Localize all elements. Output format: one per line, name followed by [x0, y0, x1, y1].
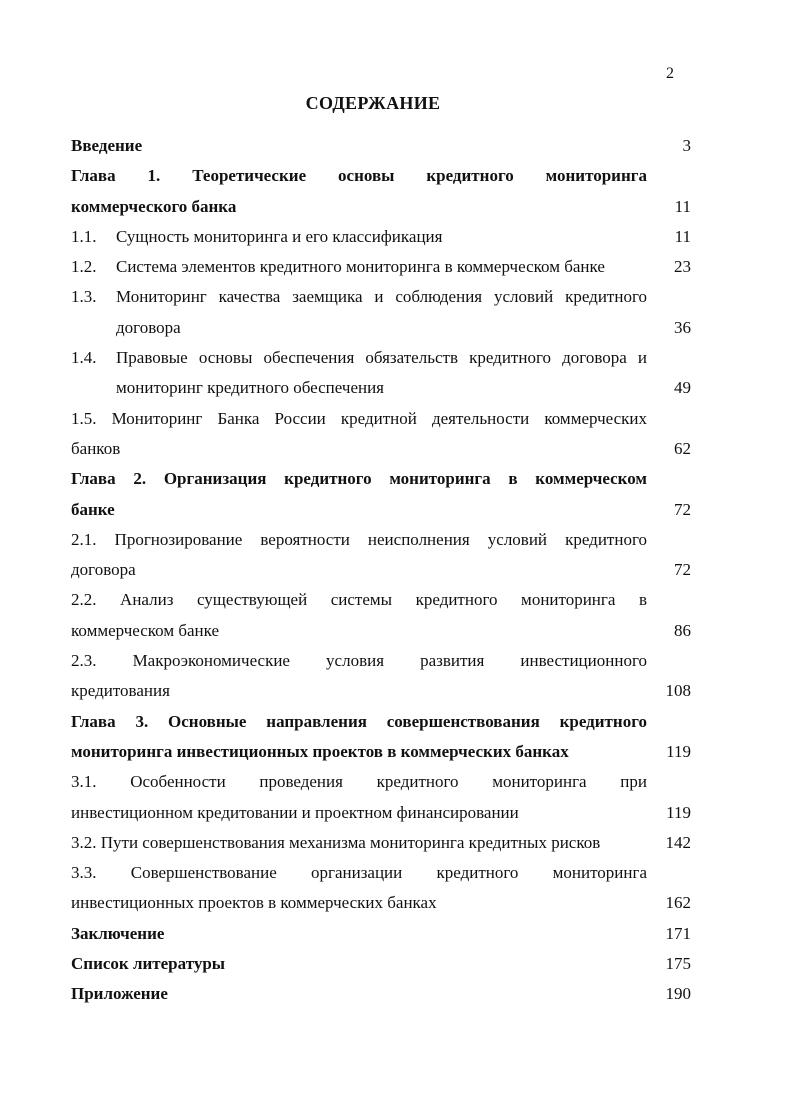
toc-entry[interactable]	[71, 343, 691, 404]
toc-line	[71, 676, 691, 706]
toc-page-number: 162	[665, 893, 691, 913]
toc-entry-text: Правовые основы обеспечения обязательств кредитного договора и	[116, 348, 647, 368]
toc-line	[71, 525, 691, 555]
toc-line	[71, 707, 691, 737]
toc-line	[71, 373, 691, 403]
toc-entry[interactable]	[71, 282, 691, 343]
toc-line	[71, 979, 691, 1009]
toc-entry-text: банков	[71, 438, 121, 458]
toc-line	[71, 555, 691, 585]
toc-entry-text: Приложение	[71, 984, 168, 1004]
toc-line	[71, 495, 691, 525]
toc-entry-text: инвестиционном кредитовании и проектном финансировании	[71, 802, 519, 822]
toc-entry-text: инвестиционных проектов в коммерческих банках	[71, 893, 437, 913]
toc-entry-text: Мониторинг качества заемщика и соблюдения условий кредитного	[116, 287, 647, 307]
toc-line	[71, 131, 691, 161]
toc-entry[interactable]	[71, 949, 691, 979]
toc-entry-text: мониторинга инвестиционных проектов в коммерческих банках	[71, 741, 569, 761]
page-number: 2	[666, 65, 674, 82]
toc-line	[71, 616, 691, 646]
toc-entry[interactable]	[71, 646, 691, 707]
toc-line	[71, 464, 691, 494]
toc-entry-text: банке	[71, 499, 115, 519]
toc-entry[interactable]	[71, 585, 691, 646]
toc-entry[interactable]	[71, 858, 691, 919]
toc-entry-text: Глава 2. Организация кредитного мониторинга в коммерческом	[71, 469, 647, 489]
toc-page-number: 72	[674, 560, 691, 580]
toc-section-number: 1.4.	[71, 348, 97, 368]
toc-entry-text: мониторинг кредитного обеспечения	[116, 378, 384, 398]
toc-section-number: 1.2.	[71, 257, 97, 277]
toc-page-number: 86	[674, 620, 691, 640]
toc-line	[71, 252, 691, 282]
toc-page-number: 175	[665, 954, 691, 974]
toc-entry[interactable]	[71, 222, 691, 252]
toc-line	[71, 828, 691, 858]
toc-entry[interactable]	[71, 919, 691, 949]
toc-entry-text: договора	[71, 560, 136, 580]
page-title: СОДЕРЖАНИЕ	[305, 93, 441, 113]
toc-entry-text: 3.2. Пути совершенствования механизма мониторинга кредитных рисков	[71, 832, 601, 852]
toc-page-number: 190	[665, 984, 691, 1004]
toc-line	[71, 646, 691, 676]
toc-page-number: 171	[665, 923, 691, 943]
toc-entry-text: коммерческого банка	[71, 196, 237, 216]
toc-line	[71, 949, 691, 979]
toc-page-number: 108	[665, 681, 691, 701]
toc-entry[interactable]	[71, 767, 691, 828]
toc-entry-text: кредитования	[71, 681, 170, 701]
toc-line	[71, 798, 691, 828]
toc-line	[71, 343, 691, 373]
toc-entry-text: 2.2. Анализ существующей системы кредитного мониторинга в	[71, 590, 647, 610]
toc-entry-text: Введение	[71, 136, 143, 155]
toc-page-number: 36	[674, 317, 691, 337]
toc-entry-text: Глава 3. Основные направления совершенствования кредитного	[71, 711, 647, 731]
toc-entry-text: коммерческом банке	[71, 620, 220, 640]
toc-entry-text: 1.5. Мониторинг Банка России кредитной деятельности коммерческих	[71, 408, 647, 428]
toc-section-number: 1.3.	[71, 287, 97, 307]
toc-line	[71, 313, 691, 343]
toc-entry-text: Система элементов кредитного мониторинга в коммерческом банке	[116, 257, 605, 277]
toc-entry-text: Список литературы	[71, 954, 226, 974]
toc-entry[interactable]	[71, 131, 691, 161]
toc-line	[71, 282, 691, 312]
toc-entry[interactable]	[71, 828, 691, 858]
toc-page-number: 49	[674, 378, 691, 398]
toc-page-number: 119	[666, 741, 691, 761]
toc-line	[71, 192, 691, 222]
toc-entry[interactable]	[71, 404, 691, 465]
toc-entry-text: 3.1. Особенности проведения кредитного мониторинга при	[71, 772, 647, 792]
toc-entry[interactable]	[71, 464, 691, 525]
toc-line	[71, 161, 691, 191]
toc-line	[71, 858, 691, 888]
toc-page-number: 72	[674, 499, 691, 519]
toc-line	[71, 888, 691, 918]
toc-page-number: 3	[682, 136, 691, 155]
toc-entry-text: договора	[116, 317, 181, 337]
toc-section-number: 1.1.	[71, 226, 97, 246]
toc-line	[71, 404, 691, 434]
toc-line	[71, 737, 691, 767]
toc-entry-text: 2.3. Макроэкономические условия развития инвестиционного	[71, 651, 647, 671]
toc-line	[71, 919, 691, 949]
toc-page-number: 11	[674, 196, 691, 216]
toc-line	[71, 585, 691, 615]
toc-entry-text: 3.3. Совершенствование организации кредитного мониторинга	[71, 863, 647, 883]
toc-entry[interactable]	[71, 252, 691, 282]
table-of-contents	[71, 131, 691, 1010]
toc-entry-text: Глава 1. Теоретические основы кредитного мониторинга	[71, 166, 647, 186]
toc-entry-text: 2.1. Прогнозирование вероятности неисполнения условий кредитного	[71, 529, 647, 549]
toc-line	[71, 767, 691, 797]
toc-page-number: 119	[666, 802, 691, 822]
toc-entry[interactable]	[71, 979, 691, 1009]
toc-entry-text: Сущность мониторинга и его классификация	[116, 226, 443, 246]
toc-entry[interactable]	[71, 161, 691, 222]
toc-page-number: 142	[665, 832, 691, 852]
toc-entry[interactable]	[71, 525, 691, 586]
toc-page-number: 62	[674, 438, 691, 458]
toc-entry[interactable]	[71, 707, 691, 768]
toc-line	[71, 434, 691, 464]
toc-page-number: 23	[674, 257, 691, 277]
toc-entry-text: Заключение	[71, 923, 165, 943]
toc-page-number: 11	[674, 226, 691, 246]
toc-line	[71, 222, 691, 252]
